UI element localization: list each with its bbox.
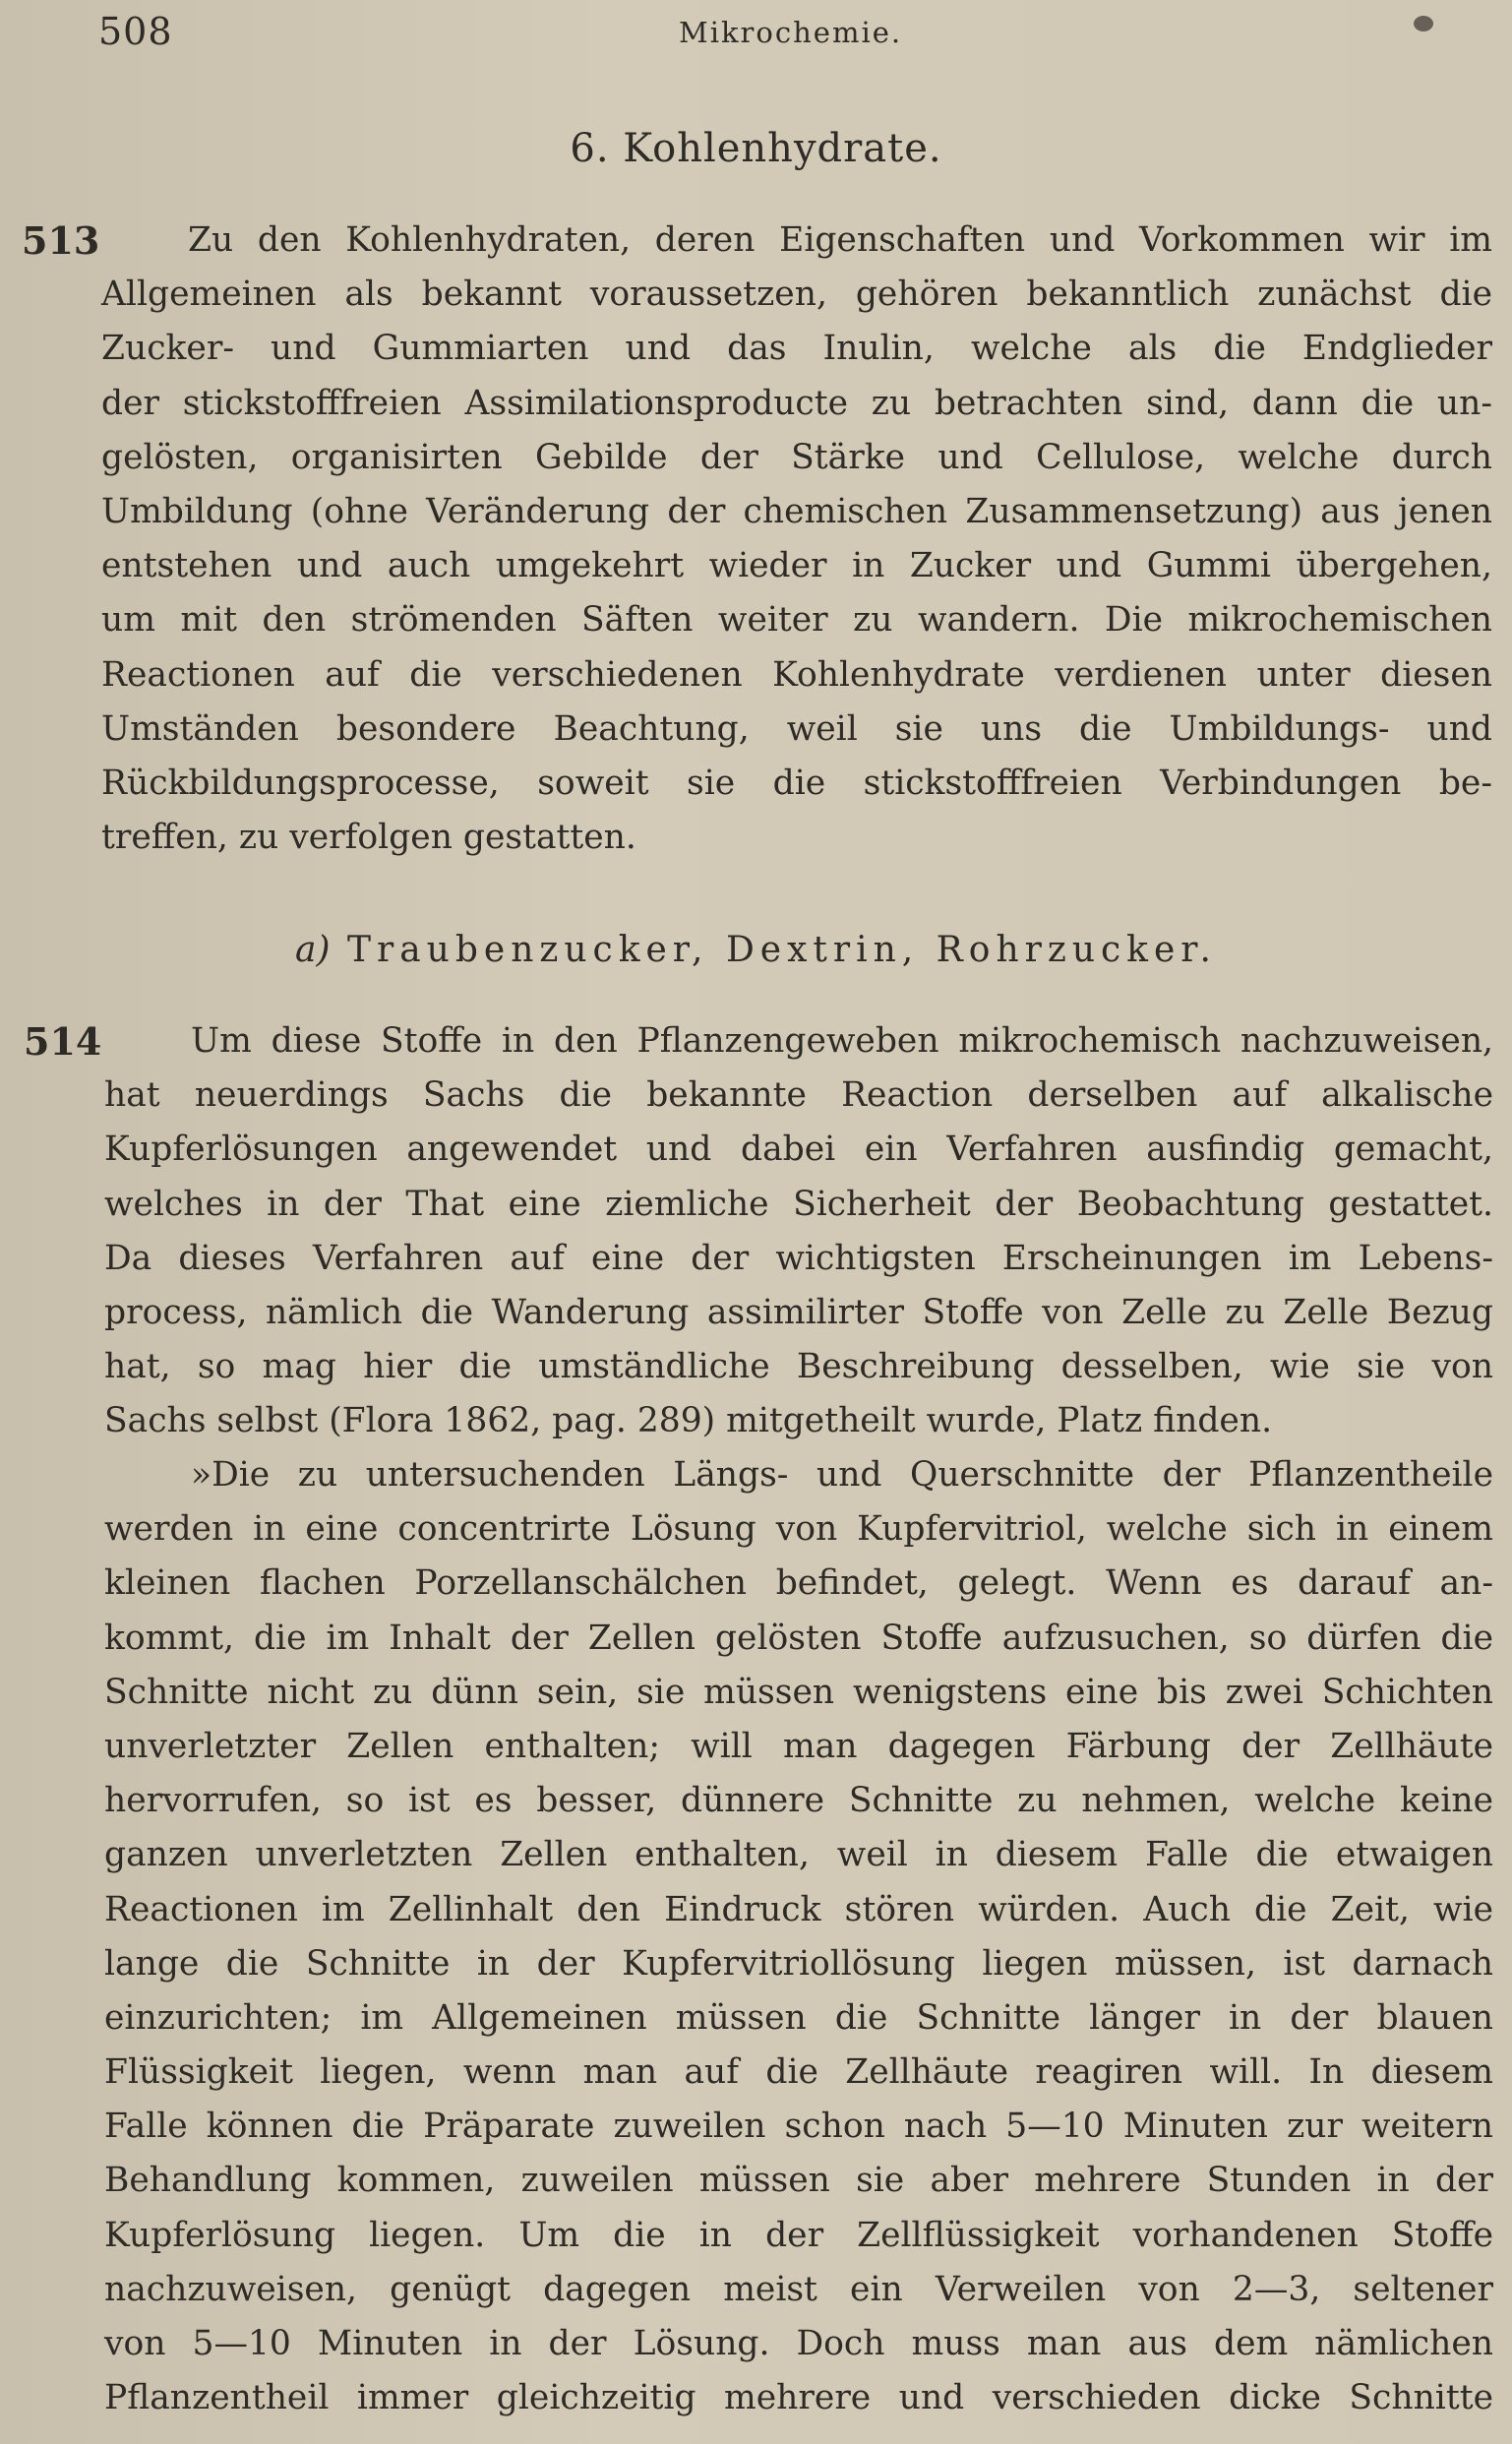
text-line: Zucker- und Gummiarten und das Inulin, welche als die Endglieder bbox=[101, 329, 1492, 369]
text-line: welches in der That eine ziemliche Sicherheit der Beobachtung gestattet. bbox=[104, 1184, 1493, 1224]
text-line: »Die zu untersuchenden Längs- und Querschnitte der Pflanzentheile bbox=[191, 1455, 1493, 1495]
section-heading: 6. Kohlenhydrate. bbox=[570, 126, 942, 171]
text-line: Falle können die Präparate zuweilen schon nach 5—10 Minuten zur weitern bbox=[104, 2107, 1493, 2147]
text-line: treffen, zu verfolgen gestatten. bbox=[101, 818, 636, 858]
text-line: lange die Schnitte in der Kupfervitriollösung liegen müssen, ist darnach bbox=[104, 1943, 1493, 1984]
text-line: der stickstofffreien Assimilationsproducte zu betrachten sind, dann die un- bbox=[101, 383, 1492, 423]
text-line: Allgemeinen als bekannt voraussetzen, gehören bekanntlich zunächst die bbox=[101, 275, 1492, 315]
text-line: Pflanzentheil immer gleichzeitig mehrere und verschieden dicke Schnitte bbox=[104, 2378, 1493, 2418]
text-line: einzurichten; im Allgemeinen müssen die Schnitte länger in der blauen bbox=[104, 1997, 1493, 2038]
text-line: kommt, die im Inhalt der Zellen gelösten Stoffe aufzusuchen, so dürfen die bbox=[104, 1618, 1493, 1658]
text-line: Rückbildungsprocesse, soweit sie die stickstofffreien Verbindungen be- bbox=[101, 763, 1492, 803]
text-line: Sachs selbst (Flora 1862, pag. 289) mitgetheilt wurde, Platz finden. bbox=[104, 1401, 1273, 1441]
running-title: Mikrochemie. bbox=[679, 16, 903, 49]
subsection-title: Traubenzucker, Dextrin, Rohrzucker. bbox=[346, 930, 1217, 970]
text-line: Umbildung (ohne Veränderung der chemischen Zusammensetzung) aus jenen bbox=[101, 491, 1492, 531]
text-line: Reactionen auf die verschiedenen Kohlenhydrate verdienen unter diesen bbox=[101, 654, 1492, 695]
text-line: Um diese Stoffe in den Pflanzengeweben mikrochemisch nachzuweisen, bbox=[191, 1021, 1493, 1061]
text-line: werden in eine concentrirte Lösung von Kupfervitriol, welche sich in einem bbox=[104, 1509, 1493, 1550]
text-line: kleinen flachen Porzellanschälchen befindet, gelegt. Wenn es darauf an- bbox=[104, 1563, 1493, 1604]
text-line: von 5—10 Minuten in der Lösung. Doch muss man aus dem nämlichen bbox=[104, 2324, 1493, 2363]
text-line: hat neuerdings Sachs die bekannte Reaction derselben auf alkalische bbox=[104, 1075, 1493, 1116]
text-line: Flüssigkeit liegen, wenn man auf die Zellhäute reagiren will. In diesem bbox=[104, 2052, 1493, 2093]
text-line: Zu den Kohlenhydraten, deren Eigenschaften und Vorkommen wir im bbox=[188, 220, 1492, 260]
page-number: 508 bbox=[98, 10, 173, 53]
text-line: hervorrufen, so ist es besser, dünnere Schnitte zu nehmen, welche keine bbox=[104, 1781, 1493, 1821]
text-line: nachzuweisen, genügt dagegen meist ein Verweilen von 2—3, seltener bbox=[104, 2269, 1493, 2309]
paragraph-513 bbox=[101, 214, 1492, 865]
margin-number: 514 bbox=[24, 1019, 102, 1064]
text-line: um mit den strömenden Säften weiter zu wandern. Die mikrochemischen bbox=[101, 600, 1492, 641]
subsection-heading bbox=[0, 930, 1512, 970]
text-line: unverletzter Zellen enthalten; will man dagegen Färbung der Zellhäute bbox=[104, 1726, 1493, 1766]
text-line: Reactionen im Zellinhalt den Eindruck stören würden. Auch die Zeit, wie bbox=[104, 1889, 1493, 1929]
running-head bbox=[98, 10, 1473, 59]
text-line: hat, so mag hier die umständliche Beschreibung desselben, wie sie von bbox=[104, 1347, 1493, 1387]
text-line: process, nämlich die Wanderung assimilirter Stoffe von Zelle zu Zelle Bezug bbox=[104, 1292, 1493, 1332]
margin-number: 513 bbox=[22, 218, 100, 263]
text-line: Umständen besondere Beachtung, weil sie uns die Umbildungs- und bbox=[101, 708, 1492, 749]
text-line: Kupferlösung liegen. Um die in der Zellflüssigkeit vorhandenen Stoffe bbox=[104, 2215, 1493, 2255]
text-line: Behandlung kommen, zuweilen müssen sie aber mehrere Stunden in der bbox=[104, 2161, 1493, 2201]
text-line: entstehen und auch umgekehrt wieder in Zucker und Gummi übergehen, bbox=[101, 546, 1492, 586]
text-line: Schnitte nicht zu dünn sein, sie müssen wenigstens eine bis zwei Schichten bbox=[104, 1672, 1493, 1712]
text-line: gelösten, organisirten Gebilde der Stärke und Cellulose, welche durch bbox=[101, 437, 1492, 477]
paragraph-514 bbox=[104, 1014, 1493, 1449]
text-line: Kupferlösungen angewendet und dabei ein Verfahren ausfindig gemacht, bbox=[104, 1130, 1493, 1170]
ink-spot bbox=[1414, 16, 1433, 31]
text-line: Da dieses Verfahren auf eine der wichtigsten Erscheinungen im Lebens- bbox=[104, 1238, 1493, 1278]
paragraph-quotation bbox=[104, 1448, 1493, 2425]
subsection-label: a) bbox=[295, 930, 331, 970]
text-line: ganzen unverletzten Zellen enthalten, weil in diesem Falle die etwaigen bbox=[104, 1835, 1493, 1875]
